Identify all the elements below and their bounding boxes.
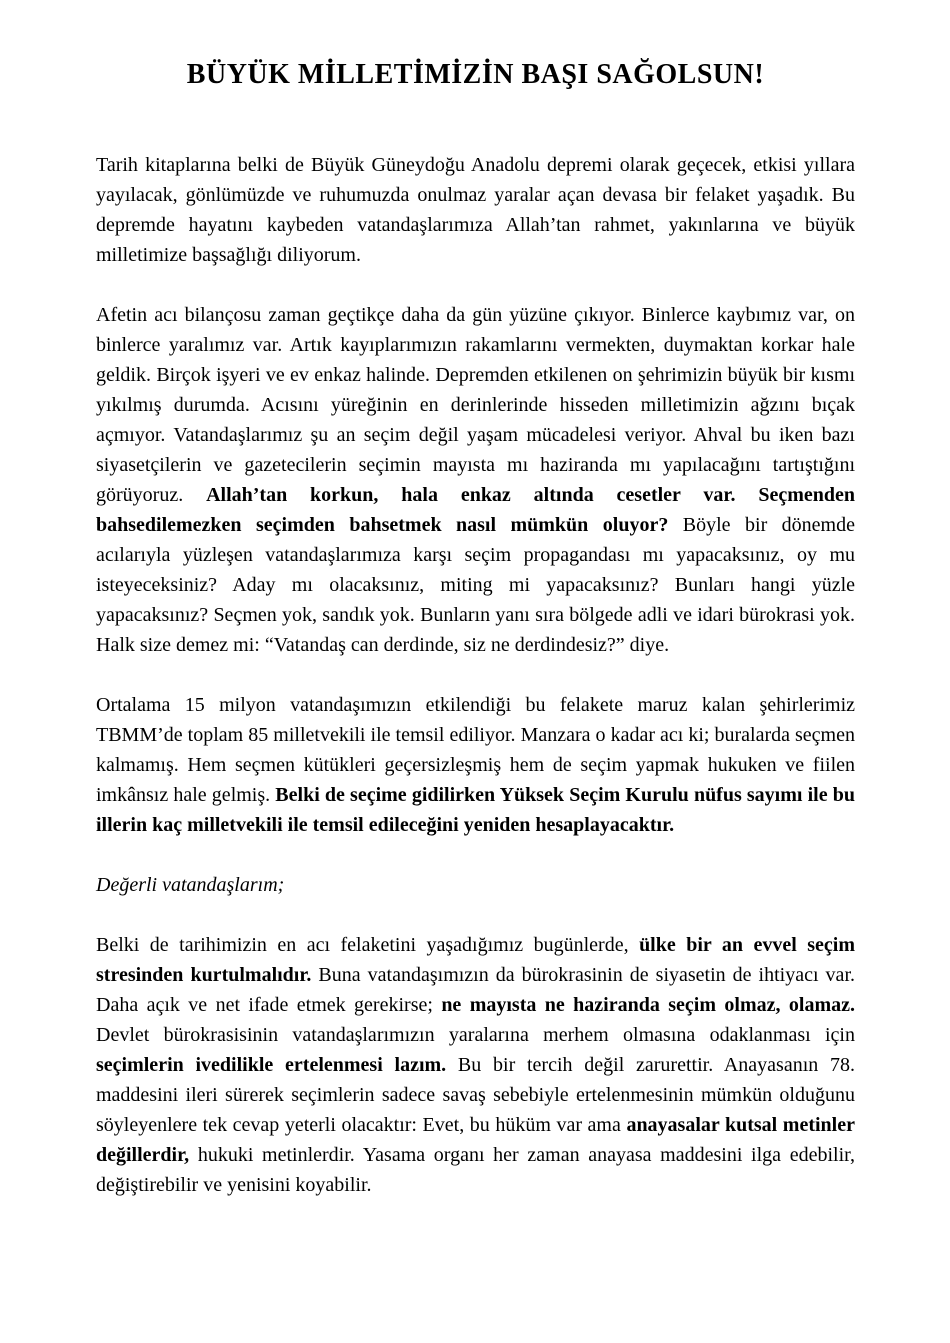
text-run: anayasalar kutsal metinler değillerdir,	[96, 1114, 855, 1166]
text-run: Buna vatandaşımızın da bürokrasinin de siyasetin de ihtiyacı var. Daha açık ve net ifade etmek gerekirse;	[96, 964, 855, 1016]
text-run: seçimlerin ivedilikle ertelenmesi lazım.	[96, 1054, 447, 1076]
text-run: ülke bir an evvel seçim stresinden kurtulmalıdır.	[96, 934, 856, 986]
text-run: Belki de seçime gidilirken Yüksek Seçim Kurulu nüfus sayımı ile bu illerin kaç milletvekili ile temsil edileceğini yeniden hesaplayacaktır.	[96, 784, 855, 836]
text-run: Değerli vatandaşlarım;	[96, 874, 285, 896]
text-run: Devlet bürokrasisinin vatandaşlarımızın yaralarına merhem olmasına odaklanması için	[96, 1024, 855, 1046]
text-run: hukuki metinlerdir. Yasama organı her zaman anayasa maddesini ilga edebilir, değiştirebilir ve yenisini koyabilir.	[96, 1144, 855, 1196]
text-run: Böyle bir dönemde acılarıyla yüzleşen vatandaşlarımıza karşı seçim propagandası mı yapacaksınız, oy mu isteyeceksiniz? Aday mı olacaksınız, miting mi yapacaksınız? Bunları hangi yüzle yapacaksınız? Seçmen yok, sandık yok. Bunların yanı sıra bölgede adli ve idari bürokrasi yok. Halk size demez mi: “Vatandaş can derdinde, siz ne derdindesiz?” diye.	[96, 514, 855, 656]
body-paragraph	[96, 150, 855, 270]
text-run: Tarih kitaplarına belki de Büyük Güneydoğu Anadolu depremi olarak geçecek, etkisi yıllara yayılacak, gönlümüzde ve ruhumuzda onulmaz yaralar açan devasa bir felaket yaşadık. Bu depremde hayatını kaybeden vatandaşlarımıza Allah’tan rahmet, yakınlarına ve büyük milletimize başsağlığı diliyorum.	[96, 154, 855, 266]
text-run: Bu bir tercih değil zarurettir. Anayasanın 78. maddesini ileri sürerek seçimlerin sadece savaş sebebiyle ertelenmesinin mümkün olduğunu söyleyenlere tek cevap yeterli olacaktır: Evet, bu hüküm var ama	[96, 1054, 856, 1136]
body-paragraph	[96, 690, 855, 840]
body-paragraph	[96, 930, 855, 1200]
text-run: Afetin acı bilançosu zaman geçtikçe daha da gün yüzüne çıkıyor. Binlerce kaybımız var, on binlerce yaralımız var. Artık kayıplarımızın rakamlarını vermekten, duymaktan korkar hale geldik. Birçok işyeri ve ev enkaz halinde. Depremden etkilenen on şehrimizin büyük bir kısmı yıkılmış durumda. Acısını yüreğinin en derinlerinde hisseden milletimizin ağzını bıçak açmıyor. Vatandaşlarımız şu an seçim değil yaşam mücadelesi veriyor. Ahval bu iken bazı siyasetçilerin ve gazetecilerin seçimin mayısta mı haziranda mı yapılacağını tartıştığını görüyoruz.	[96, 304, 855, 506]
text-run: ne mayısta ne haziranda seçim olmaz, olamaz.	[441, 994, 855, 1016]
text-run: Ortalama 15 milyon vatandaşımızın etkilendiği bu felakete maruz kalan şehirlerimiz TBMM’de toplam 85 milletvekili ile temsil ediliyor. Manzara o kadar acı ki; buralarda seçmen kalmamış. Hem seçmen kütükleri geçersizleşmiş hem de seçim yapmak hukuken ve fiilen imkânsız hale gelmiş.	[96, 694, 855, 806]
text-run: Allah’tan korkun, hala enkaz altında cesetler var. Seçmenden bahsedilemezken seçimden bahsetmek nasıl mümkün oluyor?	[96, 484, 855, 536]
text-run: Belki de tarihimizin en acı felaketini yaşadığımız bugünlerde,	[96, 934, 640, 956]
body-paragraph	[96, 300, 855, 660]
document-title: BÜYÜK MİLLETİMİZİN BAŞI SAĞOLSUN!	[186, 59, 765, 90]
document-body	[96, 150, 855, 1200]
salutation-line	[96, 870, 855, 900]
